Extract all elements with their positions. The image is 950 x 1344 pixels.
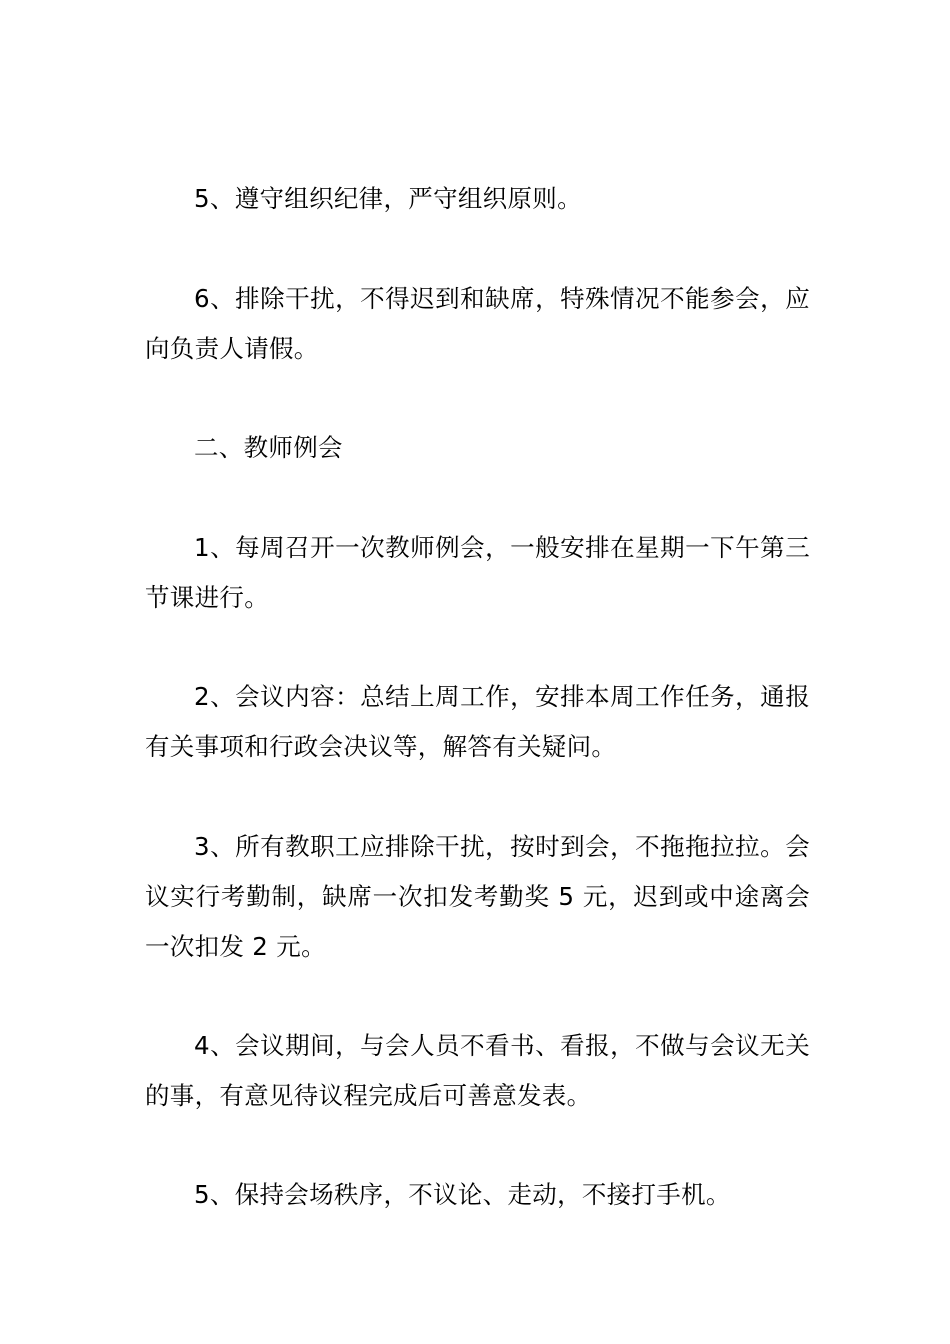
paragraph-rule-5-discipline: 5、遵守组织纪律，严守组织原则。: [194, 184, 582, 213]
paragraph-rule-3-attendance-check: 3、所有教职工应排除干扰，按时到会，不拖拖拉拉。会议实行考勤制，缺席一次扣发考勤奖 5 元，迟到或中途离会一次扣发 2 元。: [145, 832, 810, 961]
paragraph-rule-5-order: 5、保持会场秩序，不议论、走动，不接打手机。: [194, 1180, 731, 1209]
paragraph-rule-4-conduct: 4、会议期间，与会人员不看书、看报，不做与会议无关的事，有意见待议程完成后可善意发表。: [145, 1031, 810, 1110]
paragraph-rule-1-schedule: 1、每周召开一次教师例会，一般安排在星期一下午第三节课进行。: [145, 533, 810, 612]
section-heading-teacher-meeting: 二、教师例会: [194, 433, 343, 462]
paragraph-rule-6-attendance: 6、排除干扰，不得迟到和缺席，特殊情况不能参会，应向负责人请假。: [145, 284, 810, 363]
paragraph-rule-2-content: 2、会议内容：总结上周工作，安排本周工作任务，通报有关事项和行政会决议等，解答有关疑问。: [145, 682, 810, 761]
